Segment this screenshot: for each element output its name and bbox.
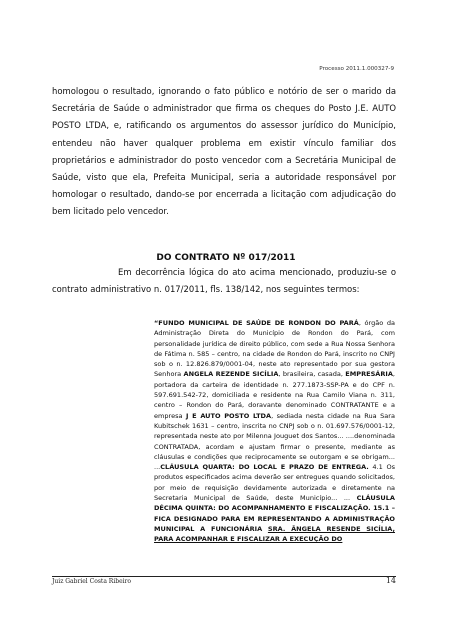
section-heading-contract: DO CONTRATO Nº 017/2011: [156, 253, 296, 263]
quote-company-name: J E AUTO POSTO LTDA: [186, 411, 272, 420]
quote-gestora-name: ANGELA REZENDE SICÍLIA: [183, 370, 279, 379]
footer-author: Juiz Gabriel Costa Ribeiro: [52, 578, 132, 585]
quote-text-3: , portadora da carteira de identidade n. 277.1873-SSP-PA e do CPF n. 597.691.542-72, domiciliada e residente na Rua Camilo Viana n. 311, centro – Rondon do Pará, doravante denominado CONTRATANTE e a empresa: [154, 370, 396, 420]
page-number: 14: [385, 576, 396, 585]
quote-clause-four-title: CLÁUSULA QUARTA: DO LOCAL E PRAZO DE ENTREGA.: [160, 463, 369, 472]
quote-clause-fifteen-underlined: SRA. ÂNGELA RESENDE SICÍLIA, PARA ACOMPANHAR E FISCALIZAR A EXECUÇÃO DO: [154, 524, 395, 544]
quote-fund-name: “FUNDO MUNICIPAL DE SAÚDE DE RONDON DO PARÁ: [154, 319, 359, 327]
quote-text-1: , órgão da Administração Direta do Município de Rondon do Pará, com personalidade jurídica de direito público, com sede a Rua Nossa Senhora de Fátima n. 585 – centro, na cidade de Rondon do Pará, inscrito no CNPJ sob o n. 12.826.879/0001-04, neste ato representado por sua gestora Senhora: [154, 319, 395, 379]
quote-profession: EMPRESÁRIA: [345, 370, 393, 379]
quote-text-2: , brasileira, casada,: [278, 370, 346, 379]
quote-clause-four-text: 4.1 Os produtos especificados acima deverão ser entregues quando solicitados, por meio de requisição devidamente autorizada e diretamente na Secretaria Municipal de Saúde, deste Município... ...: [154, 463, 396, 503]
paragraph-contract-intro: Em decorrência lógica do ato acima mencionado, produziu-se o contrato administrativo n. 017/2011, fls. 138/142, nos seguintes termos:: [52, 267, 396, 295]
contract-quote: [154, 318, 395, 545]
quote-text-4: , sediada nesta cidade na Rua Sara Kubitschek 1631 – centro, inscrita no CNPJ sob o n. 01.697.576/0001-12, representada neste ato por Milenna Jouguet dos Santos... ....denominada CONTRATADA, acordam e ajustam firmar o presente, mediante as cláusulas e condições que reciprocamente se outorgam e se obrigam... ...: [154, 411, 396, 472]
paragraph-homologation: homologou o resultado, ignorando o fato público e notório de ser o marido da Secretária de Saúde o administrador que firma os cheques do Posto J.E. AUTO POSTO LTDA, e, ratificando os argumentos do assessor jurídico do Município, entendeu não haver qualquer problema em existir vínculo familiar dos proprietários e administrador do posto vencedor com a Secretária Municipal de Saúde, visto que ela, Prefeita Municipal, seria a autoridade responsável por homologar o resultado, dando-se por encerrada a licitação com adjudicação do bem licitado pelo vencedor.: [52, 86, 396, 217]
quote-clause-fifteen: CLÁUSULA DÉCIMA QUINTA: DO ACOMPANHAMENTO E FISCALIZAÇÃO. 15.1 – FICA DESIGNADO PARA EM REPRESENTANDO A ADMINISTRAÇÃO MUNICIPAL A FUNCIONÁRIA: [154, 494, 395, 533]
footer-divider: [52, 576, 396, 577]
process-number: Processo 2011.1.000327-9: [319, 66, 394, 72]
